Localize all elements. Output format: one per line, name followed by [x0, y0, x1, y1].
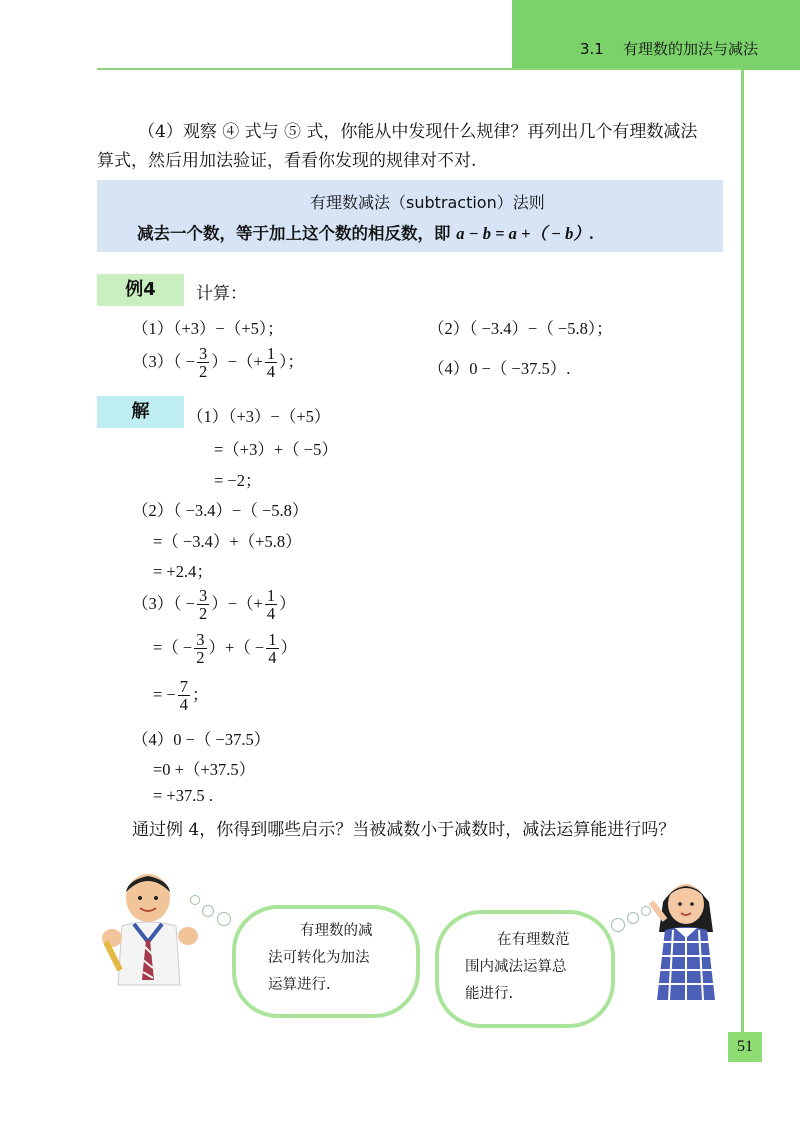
fraction-3-2: $\frac{3}{2}$ [196, 630, 205, 667]
solution-1-line-2: =（+3）+（ −5） [214, 440, 338, 459]
fraction-7-4: $\frac{7}{4}$ [179, 677, 188, 714]
fraction-1-4: $\frac{1}{4}$ [268, 630, 277, 667]
thought-dot [202, 905, 214, 917]
section-number: 3.1 [580, 40, 604, 58]
example-tag: 例4 [97, 274, 184, 306]
intro-line-1: （4）观察 ④ 式与 ⑤ 式，你能从中发现什么规律？再列出几个有理数减法 [138, 122, 698, 142]
solution-4-line-1: （4）0 −（ −37.5） [132, 730, 271, 749]
page-number: 51 [728, 1032, 762, 1062]
fraction-3-2: $\frac{3}{2}$ [198, 344, 208, 381]
fraction-1-4: $\frac{1}{4}$ [266, 344, 276, 381]
fraction-1-4: $\frac{1}{4}$ [266, 586, 276, 623]
header-rule [97, 68, 743, 70]
problem-4: （4）0 −（ −37.5）. [428, 359, 571, 378]
solution-4-line-2: =0 +（+37.5） [153, 760, 256, 779]
right-margin-rule [741, 70, 744, 1050]
thought-dot [217, 912, 231, 926]
rule-statement: 减去一个数，等于加上这个数的相反数，即 [137, 224, 451, 243]
fraction-3-2: $\frac{3}{2}$ [198, 586, 208, 623]
thought-dot [627, 912, 639, 924]
solution-3-line-2: =（ − $\frac{3}{2}$ ）+（ − $\frac{1}{4}$ ） [153, 630, 297, 667]
solution-1-line-3: = −2； [214, 471, 262, 490]
solution-2-line-2: =（ −3.4）+（+5.8） [153, 532, 302, 551]
section-title [580, 38, 758, 59]
problem-2: （2）（ −3.4）−（ −5.8）； [428, 319, 613, 338]
solution-2-line-1: （2）（ −3.4）−（ −5.8） [132, 501, 309, 520]
solution-tag: 解 [97, 396, 184, 428]
section-name: 有理数的加法与减法 [622, 40, 758, 58]
solution-1-line-1: （1）（+3）−（+5） [187, 407, 331, 426]
boy-illustration [98, 870, 208, 990]
example-prompt: 计算： [196, 284, 247, 304]
rule-text [137, 220, 594, 244]
solution-3-line-3: = − $\frac{7}{4}$ ； [153, 677, 209, 714]
intro-line-2: 算式，然后用加法验证，看看你发现的规律对不对. [97, 151, 477, 171]
right-bubble-text: 在有理数范 围内减法运算总 能进行. [465, 932, 570, 1002]
solution-4-line-3: = +37.5 . [153, 786, 213, 805]
girl-illustration [645, 872, 735, 1007]
thought-dot [611, 918, 625, 932]
left-bubble-text: 有理数的减 法可转化为加法 运算进行. [268, 923, 373, 993]
problem-1: （1）（+3）−（+5）； [132, 319, 284, 338]
rule-formula: a − b = a +（ − b）. [456, 224, 595, 243]
rule-title: 有理数减法（subtraction）法则 [310, 193, 545, 212]
reflection-question: 通过例 4，你得到哪些启示？当被减数小于减数时，减法运算能进行吗？ [132, 820, 676, 840]
header-banner [512, 0, 800, 70]
thought-dot [190, 895, 200, 905]
solution-3-line-1: （3）（ − $\frac{3}{2}$ ）−（+ $\frac{1}{4}$ ） [132, 586, 296, 623]
problem-3: （3）（ − $\frac{3}{2}$ ）−（+ $\frac{1}{4}$ ）； [132, 344, 304, 381]
solution-2-line-3: = +2.4； [153, 562, 213, 581]
